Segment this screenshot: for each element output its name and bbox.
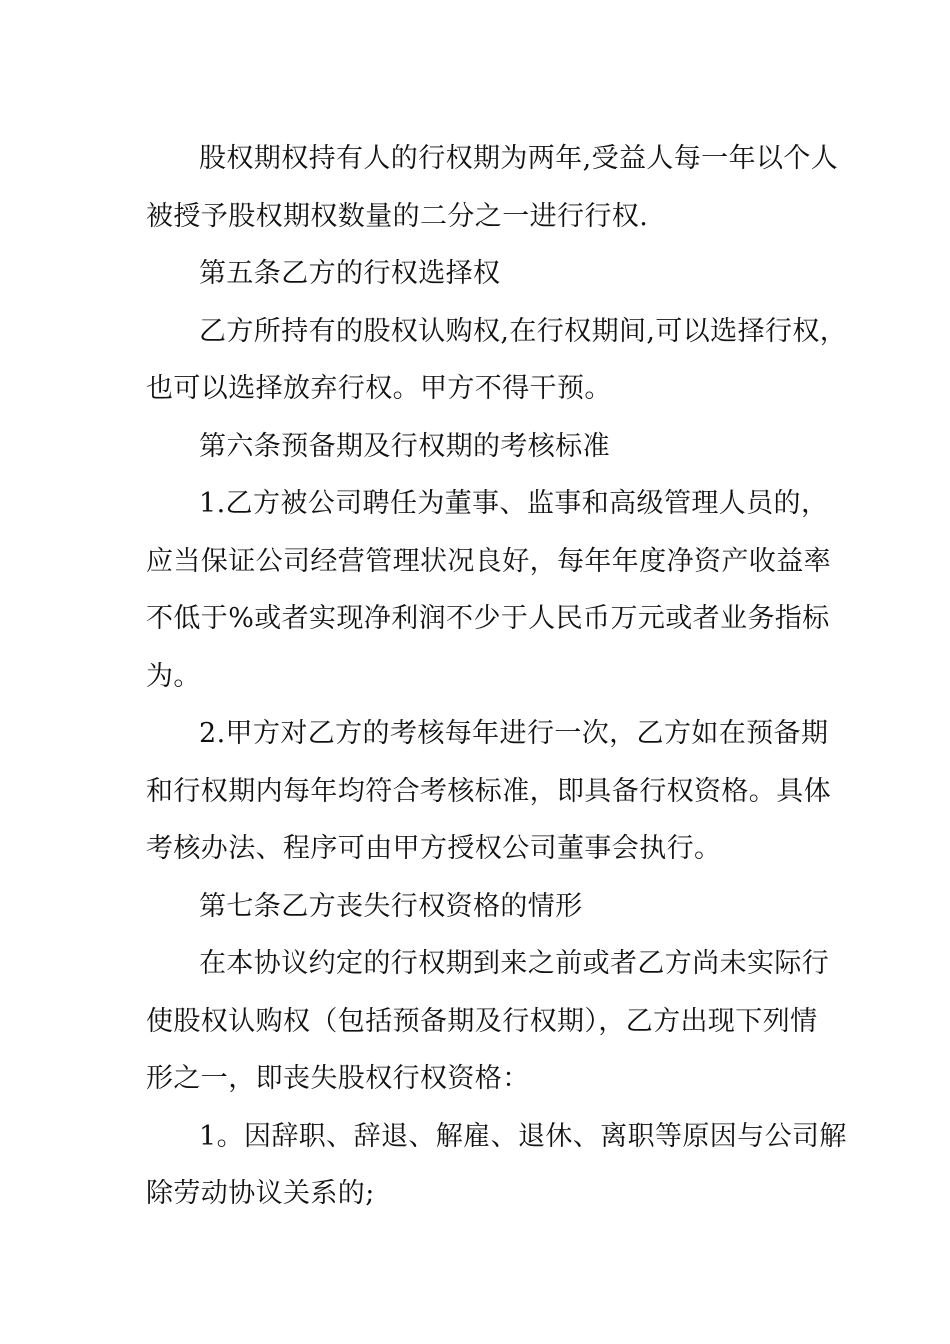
paragraph-exercise-period bbox=[146, 130, 839, 245]
section-heading: 第五条乙方的行权选择权 bbox=[199, 258, 501, 289]
paragraph-criteria-2 bbox=[146, 705, 831, 878]
text-line: 1.乙方被公司聘任为董事、监事和高级管理人员的， bbox=[199, 488, 829, 519]
text-line: 为。 bbox=[146, 660, 201, 692]
text-line: 在本协议约定的行权期到来之前或者乙方尚未实际行 bbox=[199, 948, 830, 979]
text-line: 使股权认购权（包括预备期及行权期），乙方出现下列情 bbox=[146, 1005, 818, 1037]
document-body bbox=[146, 130, 848, 1223]
section-heading-article-7 bbox=[146, 878, 810, 936]
text-line: 乙方所持有的股权认购权,在行权期间,可以选择行权， bbox=[199, 315, 848, 347]
text-line: 和行权期内每年均符合考核标准，即具备行权资格。具体 bbox=[146, 775, 831, 807]
text-line: 考核办法、程序可由甲方授权公司董事会执行。 bbox=[146, 833, 722, 864]
text-line: 除劳动协议关系的; bbox=[146, 1178, 375, 1209]
text-line: 2.甲方对乙方的考核每年进行一次，乙方如在预备期 bbox=[199, 718, 829, 749]
paragraph-loss-item-1 bbox=[146, 1108, 847, 1223]
text-line: 被授予股权期权数量的二分之一进行行权. bbox=[146, 200, 649, 232]
paragraph-exercise-choice bbox=[146, 303, 848, 418]
text-line: 应当保证公司经营管理状况良好，每年年度净资产收益率 bbox=[146, 545, 831, 577]
paragraph-criteria-1 bbox=[146, 475, 831, 705]
paragraph-loss-conditions bbox=[146, 935, 830, 1108]
text-line: 股权期权持有人的行权期为两年,受益人每一年以个人 bbox=[199, 143, 839, 174]
section-heading: 第六条预备期及行权期的考核标准 bbox=[199, 430, 610, 462]
text-line: 也可以选择放弃行权。甲方不得干预。 bbox=[146, 373, 612, 404]
section-heading: 第七条乙方丧失行权资格的情形 bbox=[199, 890, 583, 922]
section-heading-article-5 bbox=[146, 245, 810, 303]
section-heading-article-6 bbox=[146, 418, 810, 476]
text-line: 形之一，即丧失股权行权资格： bbox=[146, 1063, 530, 1094]
text-line: 1。因辞职、辞退、解雇、退休、离职等原因与公司解 bbox=[199, 1120, 847, 1152]
text-line: 不低于%或者实现净利润不少于人民币万元或者业务指标 bbox=[146, 603, 830, 634]
